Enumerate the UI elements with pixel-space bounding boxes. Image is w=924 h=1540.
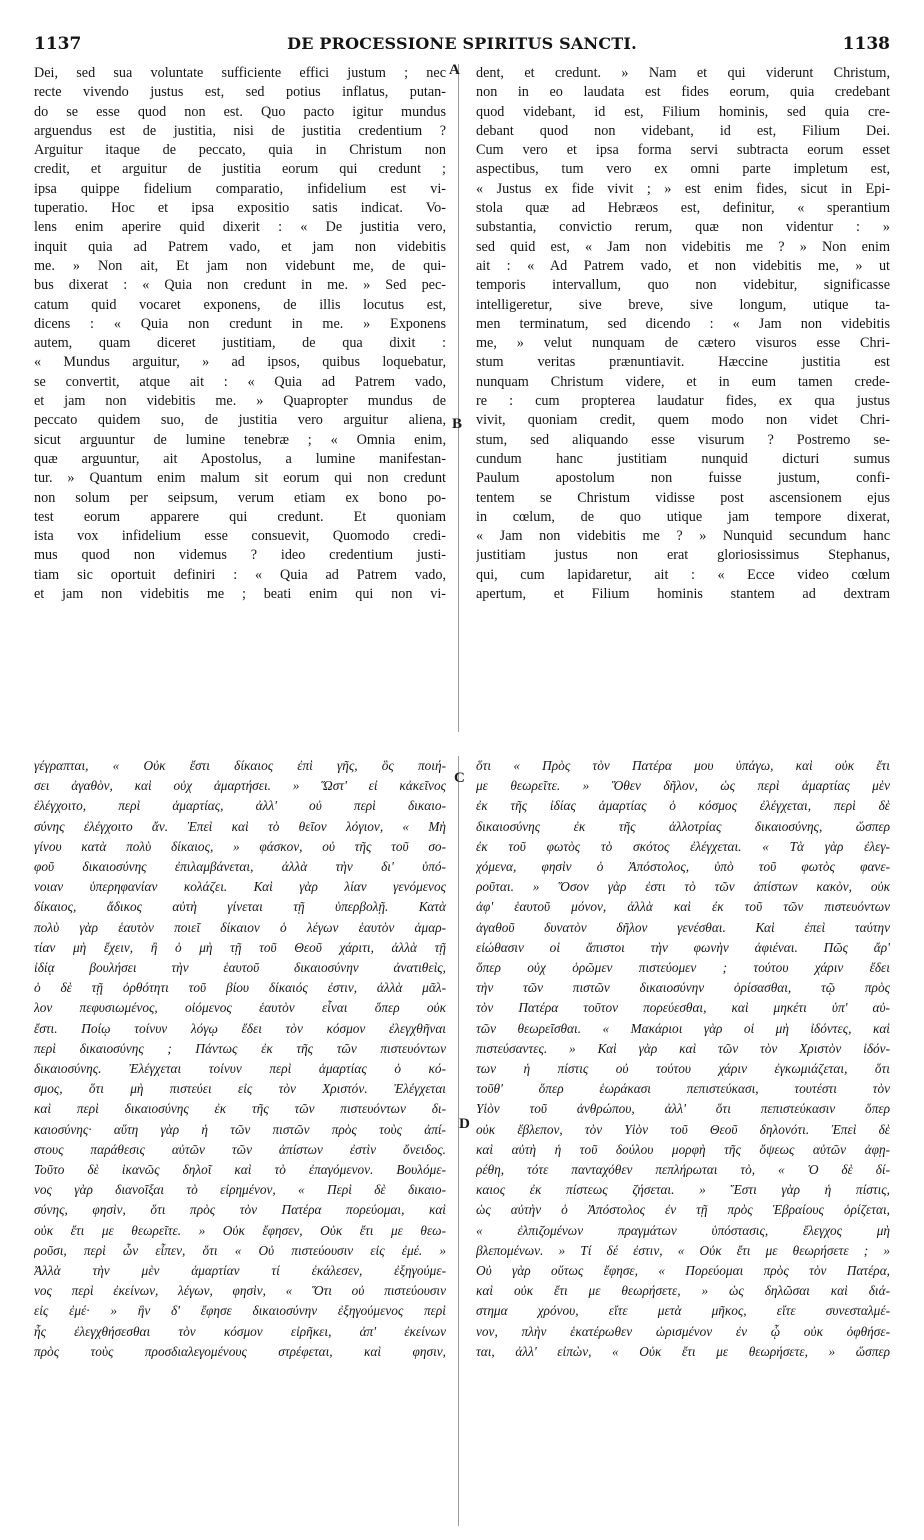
text-line: ὅτι « Πρὸς τὸν Πατέρα μου ὑπάγω, καὶ οὐκ ἔτι bbox=[476, 758, 890, 773]
text-line: ἐλέγχοιτο, περὶ ἁμαρτίας, ἀλλ' οὐ περὶ δικαιο- bbox=[34, 798, 446, 814]
text-line: ἧς ἐλεγχθήσεσθαι τὸν κόσμον εἰρῆκει, ἀπ' ἐκείνων bbox=[34, 1323, 446, 1339]
text-line: Τοῦτο δὲ ἱκανῶς δηλοῖ καὶ τὸ ἐπαγόμενον. Βουλόμε- bbox=[34, 1162, 446, 1178]
text-line: mus quod non videmus ? ideo credentium justi- bbox=[34, 547, 446, 564]
text-line: δίκαιος, ἄδικος αὐτὴ γίνεται τῇ ὑπερβολῇ. Κατὰ bbox=[34, 899, 446, 915]
margin-letter-b: B bbox=[452, 416, 463, 432]
text-line: καιος ἐκ πίστεως ζήσεται. » Ἔστι γὰρ ἡ πίστις, bbox=[476, 1182, 890, 1198]
text-line: Υἱὸν τοῦ ἀνθρώπου, ἀλλ' ὅτι πεπιστεύκασιν ὅπερ bbox=[476, 1101, 890, 1117]
text-line: καὶ αὐτὴ ἡ τοῦ δούλου μορφὴ τῆς ὄψεως αὐτῶν ἀφῃ- bbox=[476, 1141, 890, 1157]
text-line: περὶ δικαιοσύνης ; Πάντως ἐκ τῆς τῶν πιστευόντων bbox=[34, 1040, 446, 1056]
text-line: ἀγαθοῦ δυνατὸν δῆλον γενέσθαι. Καὶ ἐπεὶ ταύτην bbox=[476, 919, 890, 935]
text-line: « ἐλπιζομένων πραγμάτων ὑπόστασις, ἔλεγχος μὴ bbox=[476, 1222, 890, 1238]
text-line: Dei, sed sua voluntate sufficiente effici justum ; nec bbox=[34, 65, 446, 81]
greek-column-left bbox=[34, 756, 446, 1526]
text-line: ἐκ τοῦ φωτὸς τὸ σκότος ἐλέγχεται. « Τὰ γὰρ ἐλεγ- bbox=[476, 838, 890, 854]
text-line: dent, et credunt. » Nam et qui viderunt Christum, bbox=[476, 65, 890, 81]
text-line: intelligeretur, sive breve, sive longum, utique ta- bbox=[476, 296, 890, 313]
text-line: catum quid vocaret exponens, de illis locutus est, bbox=[34, 296, 446, 313]
text-line: στους παράθεσις αὐτῶν τῶν ἀπίστων ἐστὶν ὄνειδος. bbox=[34, 1141, 446, 1157]
text-line: lens enim aperire quid dixerit : « De justitia vero, bbox=[34, 219, 446, 236]
text-line: πολὺ γὰρ ἑαυτὸν ποιεῖ δίκαιον ὁ λέγων ἑαυτὸν ἁμαρ- bbox=[34, 919, 446, 935]
text-line: καὶ περὶ δικαιοσύνης ἐκ τῆς τῶν πιστευόντων δι- bbox=[34, 1101, 446, 1117]
column-divider-greek bbox=[458, 756, 459, 1526]
text-line: φοῦ δικαιοσύνης ἐπιλαμβάνεται, ἀλλὰ τὴν δι' ὑπό- bbox=[34, 859, 446, 875]
text-line: re : cum propterea laudatur fides, ex qua justus bbox=[476, 393, 890, 410]
running-title: DE PROCESSIONE SPIRITUS SANCTI. bbox=[287, 34, 637, 53]
text-line: γέγραπται, « Οὐκ ἔστι δίκαιος ἐπὶ γῆς, ὃς ποιή- bbox=[34, 758, 446, 773]
text-line: arguendus est de justitia, nisi de justitia credentium ? bbox=[34, 122, 446, 139]
page-number-left: 1137 bbox=[34, 34, 82, 54]
text-line: Ἀλλὰ τὴν μὲν ἁμαρτίαν τί ἐκάλεσεν, ἐξηγούμε- bbox=[34, 1263, 446, 1279]
text-line: Cum vero et ipsa forma servi subtracta eorum esset bbox=[476, 142, 890, 159]
margin-letter-d: D bbox=[459, 1116, 470, 1132]
text-line: cundum hanc justitiam nunquid dicturi sumus bbox=[476, 450, 890, 467]
text-line: dicens : « Quia non credunt in me. » Exponens bbox=[34, 315, 446, 332]
text-line: substantia, convictio rerum, quæ non videntur : » bbox=[476, 219, 890, 236]
text-line: πρὸς τοὺς προσδιαλεγομένους στρέφεται, καὶ φησιν, bbox=[34, 1343, 446, 1359]
text-line: ὁ δὲ τῇ ὀρθότητι τοῦ βίου δίκαιός ἐστιν, ἀλλὰ μᾶλ- bbox=[34, 980, 446, 996]
text-line: tur. » Quantum enim malum sit eorum qui non credunt bbox=[34, 470, 446, 487]
text-line: men terminatum, sed dicendo : « Jam non videbitis bbox=[476, 315, 890, 332]
text-line: quæ arguuntur, ait Apostolus, a lumine manifestan- bbox=[34, 450, 446, 467]
text-line: γίνου κατὰ πολὺ δίκαιος, » φάσκον, οὐ τῆς τοῦ σο- bbox=[34, 838, 446, 854]
text-line: tiam sic oportuit definiri : « Quia ad Patrem vado, bbox=[34, 566, 446, 583]
text-line: ρέθη, τότε πανταχόθεν πεπλήρωται τὸ, « Ὁ δὲ δί- bbox=[476, 1162, 890, 1178]
margin-letter-c: C bbox=[454, 770, 465, 786]
text-line: inquit quia ad Patrem vado, et jam non videbitis bbox=[34, 238, 446, 255]
text-line: σμος, ὅτι μὴ πιστεύει εἰς τὸν Χριστόν. Ἐλέγχεται bbox=[34, 1081, 446, 1097]
text-line: se convertit, atque ait : « Quia ad Patrem vado, bbox=[34, 373, 446, 390]
text-line: καιοσύνης· αὕτη γὰρ ἡ τῶν πιστῶν πρὸς τοὺς ἀπί- bbox=[34, 1121, 446, 1137]
text-line: ὅπερ οὐχ ὁρῶμεν πιστεύομεν ; τούτου χάριν ἔδει bbox=[476, 960, 890, 976]
latin-column-left bbox=[34, 64, 446, 732]
text-line: recte vivendo justus est, sed potius inflatus, putan- bbox=[34, 84, 446, 101]
text-line: εἰς ἐμέ· » ἣν δ' ἔφησε δικαιοσύνην ἐξηγούμενος περὶ bbox=[34, 1303, 446, 1319]
text-line: τῶν θεωρεῖσθαι. « Μακάριοι γὰρ οἱ μὴ ἰδόντες, καὶ bbox=[476, 1020, 890, 1036]
text-line: credit, et arguitur de justitia eorum qui credunt ; bbox=[34, 161, 446, 178]
text-line: ἰδίᾳ βουλήσει τὴν ἑαυτοῦ δικαιοσύνην ἀνατιθεὶς, bbox=[34, 960, 446, 976]
text-line: sicut arguuntur de lumine tenebræ ; « Omnia enim, bbox=[34, 431, 446, 448]
text-line: λον πεφυσιωμένος, οἰόμενος ἑαυτὸν εἶναι ὅπερ οὐκ bbox=[34, 1000, 446, 1016]
column-divider-latin bbox=[458, 64, 459, 732]
text-line: ἐκ τῆς ἰδίας ἁμαρτίας ὁ κόσμος ἐλέγχεται, περὶ δὲ bbox=[476, 798, 890, 814]
text-line: et jam non videbitis me. » Quapropter mundus de bbox=[34, 393, 446, 410]
text-line: σύνης ἐλέγχοιτο ἄν. Ἐπεὶ καὶ τὸ θεῖον λόγιον, « Μὴ bbox=[34, 818, 446, 834]
text-line: με θεωρεῖτε. » Ὅθεν δῆλον, ὡς περὶ ἁμαρτίας μὲν bbox=[476, 778, 890, 794]
text-line: temporis intervallum, quo non videbitur, significasse bbox=[476, 277, 890, 294]
text-line: ἔστι. Ποίῳ τοίνυν λόγῳ ἔδει τὸν κόσμον ἐλεγχθῆναι bbox=[34, 1020, 446, 1036]
text-line: τοῦθ' ὅπερ ἑωράκασι πεπιστεύκασι, τουτέστι τὸν bbox=[476, 1081, 890, 1097]
text-line: me, » velut nunquam de cætero visuros esse Chri- bbox=[476, 335, 890, 352]
text-line: vivit, quoniam credit, quem modo non videt Chri- bbox=[476, 412, 890, 429]
text-line: πιστεύσαντες. » Καὶ γὰρ καὶ τῶν τὸν Χριστὸν ἰδόν- bbox=[476, 1040, 890, 1056]
text-line: των ἡ πίστις οὐ τούτου χάριν ἐγκωμιάζεται, ὅτι bbox=[476, 1061, 890, 1077]
text-line: « Mundus arguitur, » ad ipsos, quibus loquebatur, bbox=[34, 354, 446, 371]
text-line: in cœlum, de quo utique jam tempore dixerat, bbox=[476, 508, 890, 525]
text-line: τὸν Πατέρα τοῦτον πορεύεσθαι, καὶ μηκέτι ὑπ' αὐ- bbox=[476, 1000, 890, 1016]
text-line: στημα χρόνου, εἴτε μετὰ μῆκος, εἴτε συνεσταλμέ- bbox=[476, 1303, 890, 1319]
text-line: non in eo laudata est fides eorum, quia credebant bbox=[476, 84, 890, 101]
text-line: σει ἀγαθὸν, καὶ οὐχ ἁμαρτήσει. » Ὥστ' εἰ κἀκεῖνος bbox=[34, 778, 446, 794]
text-line: ait : « Ad Patrem vado, et non videbitis me, » ut bbox=[476, 257, 890, 274]
margin-letter-a: A bbox=[449, 62, 460, 78]
text-line: δικαιοσύνης ἐκ τῆς ἀλλοτρίας δικαιοσύνης, ὥσπερ bbox=[476, 818, 890, 834]
text-line: stola quæ ad Hebræos est, definitur, « sperantium bbox=[476, 200, 890, 217]
text-line: νος γὰρ διανοῖξαι τὸ εἰρημένον, « Περὶ δὲ δικαιο- bbox=[34, 1182, 446, 1198]
greek-column-right bbox=[476, 756, 890, 1526]
text-line: τὴν τῶν πιστῶν δικαιοσύνην ὁρίσασθαι, τῷ πρὸς bbox=[476, 980, 890, 996]
text-line: Arguitur itaque de peccato, quia in Christum non bbox=[34, 142, 446, 159]
text-line: debant quod non videbant, id est, Filium Dei. bbox=[476, 122, 890, 139]
text-line: apertum, et Filium hominis stantem ad dextram bbox=[476, 586, 890, 603]
text-line: ροῦσι, περὶ ὧν εἶπεν, ὅτι « Οὐ πιστεύουσιν εἰς ἐμέ. » bbox=[34, 1242, 446, 1258]
text-line: bus dixerat : « Quia non credunt in me. » Sed pec- bbox=[34, 277, 446, 294]
text-line: do se esse quod non est. Quo pacto igitur mundus bbox=[34, 103, 446, 120]
text-line: ροῦται. » Ὅσον γὰρ ἐστι τὸ τῶν ἀπίστων κακὸν, οὐκ bbox=[476, 879, 890, 895]
text-line: peccato quidem suo, de justitia vero arguitur aliena, bbox=[34, 412, 446, 429]
text-line: νος περὶ ἐκείνων, λέγων, φησὶν, « Ὅτι οὐ πιστεύουσιν bbox=[34, 1283, 446, 1299]
text-line: νοιαν ὑπερηφανίαν κολάζει. Καὶ γὰρ λίαν γενόμενος bbox=[34, 879, 446, 895]
text-line: quod videbant, id est, Filium hominis, sed quia cre- bbox=[476, 103, 890, 120]
text-line: εἰώθασιν οἱ ἄπιστοι τὴν φωνὴν ἀφιέναι. Πῶς ἄρ' bbox=[476, 939, 890, 955]
page-number-right: 1138 bbox=[842, 34, 890, 54]
text-line: nunquam Christum videre, et in eum tamen crede- bbox=[476, 373, 890, 390]
text-line: Paulum apostolum non fuisse justum, confi- bbox=[476, 470, 890, 487]
text-line: ἀφ' ἑαυτοῦ μόνον, ἀλλὰ καὶ ἐκ τοῦ τῶν πιστευόντων bbox=[476, 899, 890, 915]
text-line: « Jam non videbitis me ? » Nunquid secundum hanc bbox=[476, 528, 890, 545]
text-line: stum, sed aliquando esse visurum ? Postremo se- bbox=[476, 431, 890, 448]
text-line: autem, quam diceret justitiam, de qua dixit : bbox=[34, 335, 446, 352]
text-line: ὡς αὐτὴν ὁ Ἀπόστολος ἐν τῇ πρὸς Ἑβραίους ὁρίζεται, bbox=[476, 1202, 890, 1218]
running-header bbox=[34, 34, 890, 62]
text-line: stum veritas prænuntiavit. Hæccine justitia est bbox=[476, 354, 890, 371]
text-line: tentem se Christum vidisse post ascensionem ejus bbox=[476, 489, 890, 506]
text-line: οὐκ ἔτι με θεωρεῖτε. » Οὐκ ἔφησεν, Οὐκ ἔτι με θεω- bbox=[34, 1222, 446, 1238]
text-line: νον, πλὴν ἑκατέρωθεν ὡρισμένον ἐν ᾧ οὐκ ὀφθήσε- bbox=[476, 1323, 890, 1339]
text-line: aspectibus, tum vero ex omni parte impletum est, bbox=[476, 161, 890, 178]
text-line: justitiam justus non erat gloriosissimus Stephanus, bbox=[476, 547, 890, 564]
text-line: δικαιοσύνης. Ἐλέγχεται τοίνυν περὶ ἁμαρτίας ὁ κό- bbox=[34, 1061, 446, 1077]
text-line: et jam non videbitis me ; beati enim qui non vi- bbox=[34, 586, 446, 603]
text-line: ista vox infidelium esse consuevit, Quomodo credi- bbox=[34, 528, 446, 545]
text-line: χόμενα, φησὶν ὁ Ἀπόστολος, ὑπὸ τοῦ φωτὸς φανε- bbox=[476, 859, 890, 875]
text-line: βλεπομένων. » Τί δέ ἐστιν, « Οὐκ ἔτι με θεωρήσετε ; » bbox=[476, 1242, 890, 1258]
text-line: σύνης, φησὶν, ὅτι πρὸς τὸν Πατέρα πορεύομαι, καὶ bbox=[34, 1202, 446, 1218]
text-line: « Justus ex fide vivit ; » est enim fides, sicut in Epi- bbox=[476, 180, 890, 197]
text-line: τίαν μὴ ἔχειν, ἢ ὁ μὴ τῇ τοῦ Θεοῦ χάριτι, ἀλλὰ τῇ bbox=[34, 939, 446, 955]
text-line: test eorum apparere qui credunt. Et quoniam bbox=[34, 508, 446, 525]
text-line: tuperatio. Hoc et ipsa expositio satis indicat. Vo- bbox=[34, 200, 446, 217]
text-line: me. » Non ait, Et jam non videbunt me, de qui- bbox=[34, 257, 446, 274]
text-line: καὶ οὐκ ἔτι με θεωρήσετε, » ὡς δηλῶσαι καὶ διά- bbox=[476, 1283, 890, 1299]
latin-column-right bbox=[476, 64, 890, 732]
text-line: qui, cum lapidaretur, ait : « Ecce video cœlum bbox=[476, 566, 890, 583]
text-line: οὐκ ἔβλεπον, τὸν Υἱὸν τοῦ Θεοῦ δηλονότι. Ἐπεὶ δὲ bbox=[476, 1121, 890, 1137]
text-line: ται, ἀλλ' εἰπὼν, « Οὐκ ἔτι με θεωρήσετε, » ὥσπερ bbox=[476, 1343, 890, 1359]
text-line: sed quid est, « Jam non videbitis me ? » Non enim bbox=[476, 238, 890, 255]
text-line: non solum per seipsum, verum etiam ex bono po- bbox=[34, 489, 446, 506]
text-line: Οὐ γὰρ οὕτως ἔφησε, « Πορεύομαι πρὸς τὸν Πατέρα, bbox=[476, 1263, 890, 1279]
text-line: ipsa quippe fidelium comparatio, infidelium est vi- bbox=[34, 180, 446, 197]
